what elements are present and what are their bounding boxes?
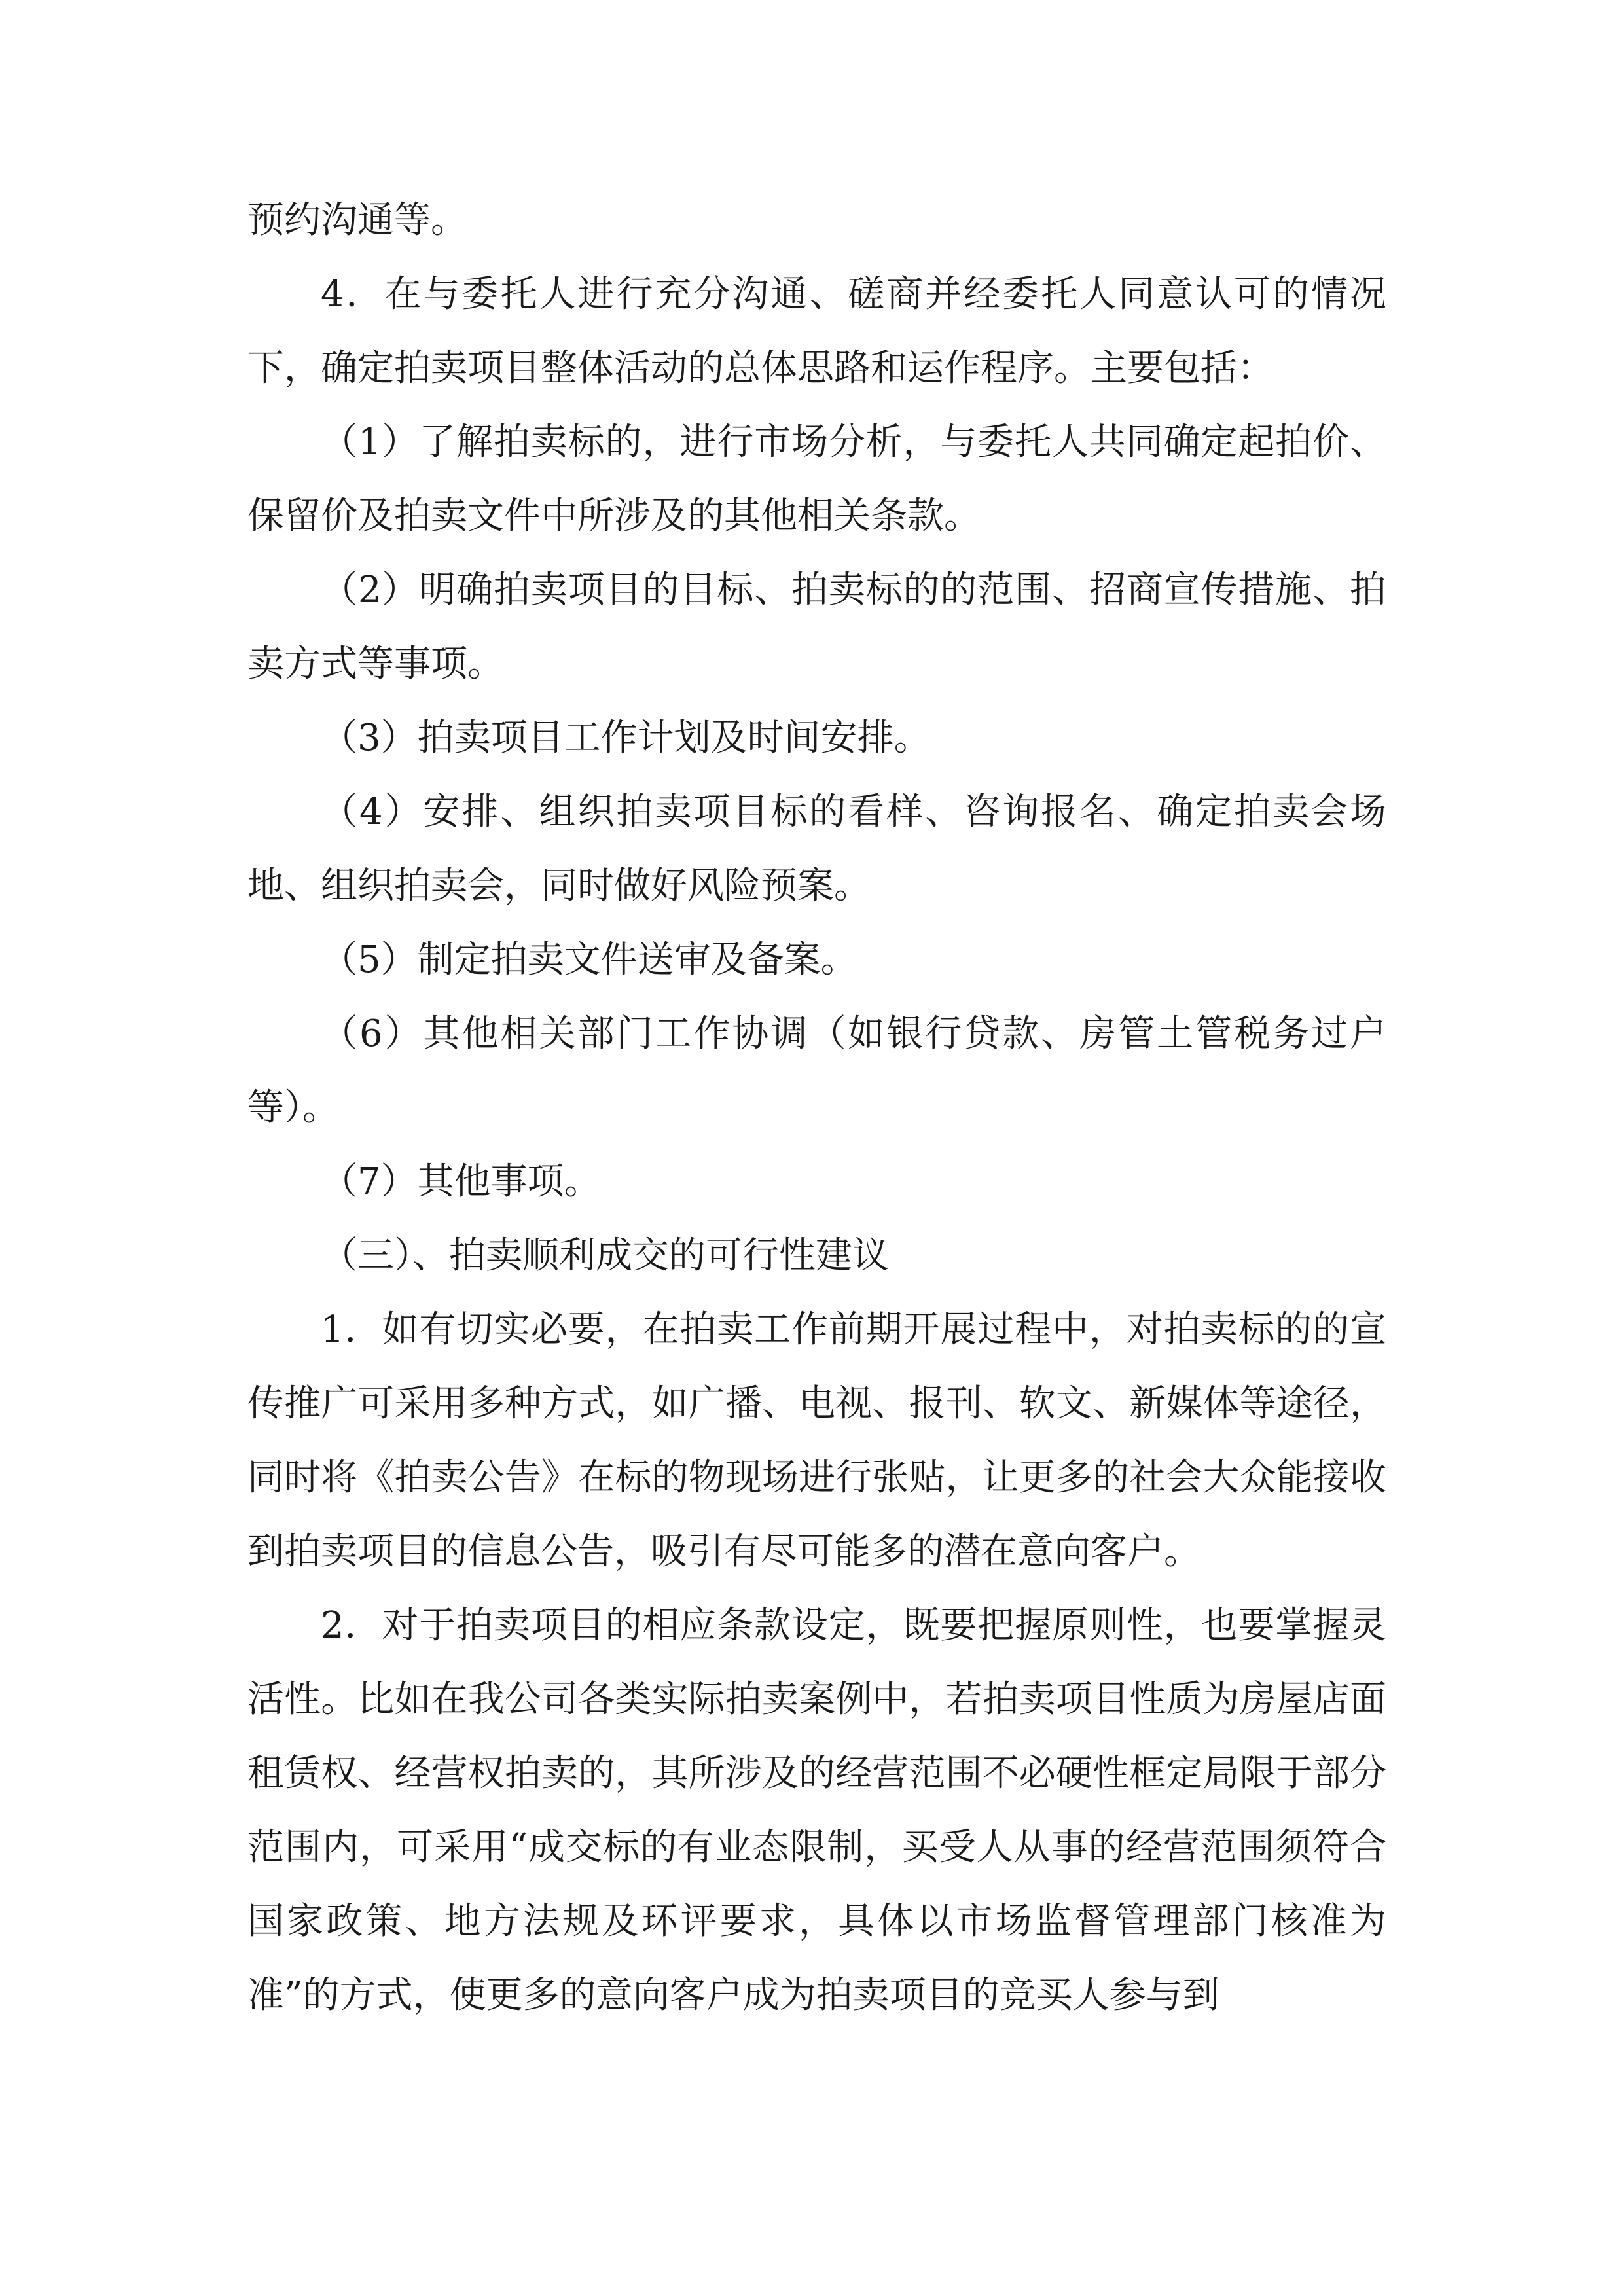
paragraph-sub-3: （3）拍卖项目工作计划及时间安排。	[321, 717, 931, 759]
paragraph-sub-7: （7）其他事项。	[321, 1160, 601, 1203]
paragraph-sub-6: （6）其他相关部门工作协调（如银行贷款、房管土管税务过户等）。	[247, 1013, 1386, 1129]
paragraph-sub-4: （4）安排、组织拍卖项目标的看样、咨询报名、确定拍卖会场地、组织拍卖会，同时做好风险预案。	[247, 791, 1386, 907]
paragraph-sub-5: （5）制定拍卖文件送审及备案。	[321, 939, 857, 981]
paragraph-sub-1: （1）了解拍卖标的，进行市场分析，与委托人共同确定起拍价、保留价及拍卖文件中所涉及的其他相关条款。	[247, 421, 1386, 537]
paragraph-suggestion-1: 1．如有切实必要，在拍卖工作前期开展过程中，对拍卖标的的宣传推广可采用多种方式，如广播、电视、报刊、软文、新媒体等途径，同时将《拍卖公告》在标的物现场进行张贴，让更多的社会大众能接收到拍卖项目的信息公告，吸引有尽可能多的潜在意向客户。	[247, 1308, 1386, 1573]
paragraph-item-4: 4．在与委托人进行充分沟通、磋商并经委托人同意认可的情况下，确定拍卖项目整体活动的总体思路和运作程序。主要包括：	[247, 273, 1386, 389]
document-body	[247, 183, 1386, 2032]
section-heading-3: （三）、拍卖顺利成交的可行性建议	[321, 1234, 889, 1277]
paragraph-suggestion-2: 2．对于拍卖项目的相应条款设定，既要把握原则性，也要掌握灵活性。比如在我公司各类实际拍卖案例中，若拍卖项目性质为房屋店面租赁权、经营权拍卖的，其所涉及的经营范围不必硬性框定局限于部分范围内，可采用“成交标的有业态限制，买受人从事的经营范围须符合国家政策、地方法规及环评要求，具体以市场监督管理部门核准为准”的方式，使更多的意向客户成为拍卖项目的竞买人参与到	[247, 1604, 1386, 2017]
paragraph-continuation: 预约沟通等。	[247, 199, 467, 242]
paragraph-sub-2: （2）明确拍卖项目的目标、拍卖标的的范围、招商宣传措施、拍卖方式等事项。	[247, 569, 1386, 685]
